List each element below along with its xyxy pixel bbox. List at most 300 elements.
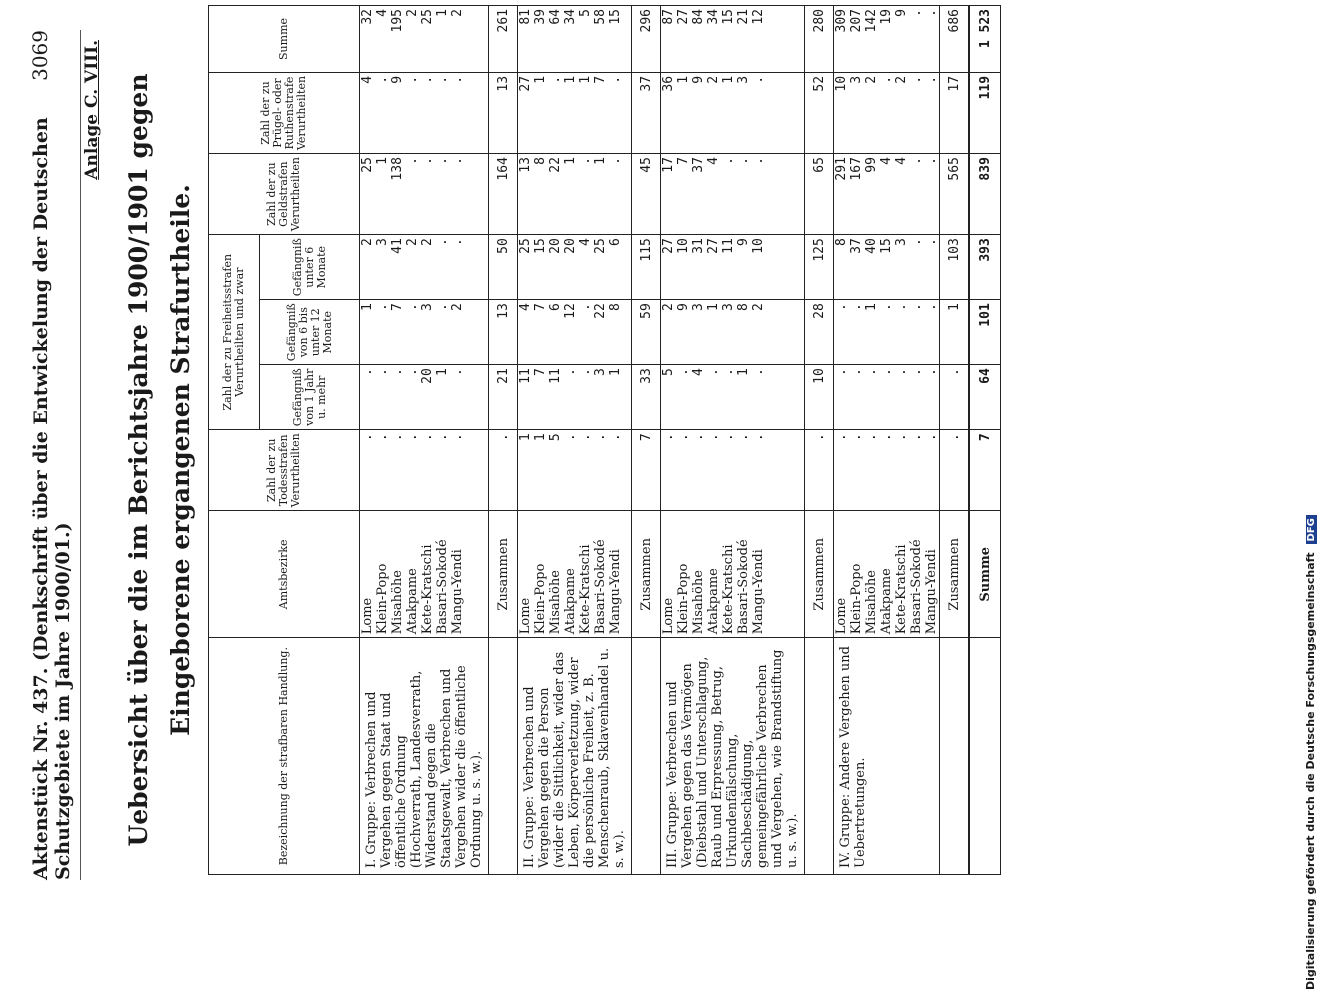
col-death: Zahl der zu Todesstrafen Verurtheilten: [209, 430, 360, 511]
district-name: Kete-Kratschi: [894, 544, 909, 635]
subtotal-fines: 45: [632, 154, 661, 235]
subtotal-sum: 261: [489, 6, 518, 73]
cell-value: 5: [578, 9, 593, 17]
cell-value: 4: [375, 9, 390, 17]
subtotal-p1: 10: [805, 365, 834, 430]
cell-value: 3: [691, 303, 706, 312]
sentences-table: [208, 5, 1001, 875]
cell-value: .: [894, 303, 909, 312]
cell-value: 87: [661, 9, 676, 25]
cell-value: 8: [608, 303, 623, 312]
col-sum-values: [834, 6, 940, 73]
col-flog-values: [661, 72, 805, 153]
district-name: Atakpame: [706, 568, 721, 635]
cell-value: 2: [405, 9, 420, 17]
cell-value: 81: [518, 9, 533, 25]
cell-value: 3: [375, 238, 390, 247]
col-prison-lt6: Gefängniß unter 6 Monate: [260, 235, 360, 300]
district-name: Lome: [661, 597, 676, 635]
cell-value: 7: [593, 75, 608, 84]
district-name: Mangu-Yendi: [751, 549, 766, 635]
cell-value: .: [721, 368, 736, 377]
cell-value: 2: [661, 303, 676, 312]
district-name: Mangu-Yendi: [924, 549, 939, 635]
cell-value: .: [691, 433, 706, 442]
district-name: Lome: [360, 597, 375, 635]
district-list: [834, 511, 940, 638]
cell-value: .: [608, 157, 623, 165]
subtotal-p2: 59: [632, 300, 661, 365]
cell-value: 291: [834, 157, 849, 181]
annex-label: Anlage C. VIII.: [82, 40, 102, 180]
digitization-note: [1304, 10, 1320, 990]
cell-value: .: [435, 75, 450, 84]
col-p3-values: [518, 235, 632, 300]
cell-value: 1: [533, 75, 548, 84]
cell-value: 2: [420, 238, 435, 247]
group-row: [518, 6, 632, 875]
cell-value: 8: [834, 238, 849, 247]
cell-value: .: [450, 238, 465, 247]
cell-value: 41: [390, 238, 405, 254]
cell-value: 12: [751, 9, 766, 25]
group-row: [661, 6, 805, 875]
col-fines-values: [834, 154, 940, 235]
cell-value: 25: [518, 238, 533, 254]
cell-value: .: [578, 368, 593, 377]
cell-value: 167: [849, 157, 864, 181]
cell-value: 1: [435, 9, 450, 17]
cell-value: 39: [533, 9, 548, 25]
cell-value: .: [879, 75, 894, 84]
district-name: Mangu-Yendi: [608, 549, 623, 635]
subtotal-flog: 17: [940, 72, 970, 153]
cell-value: 20: [563, 238, 578, 254]
cell-value: 7: [533, 303, 548, 312]
district-name: Misahöhe: [691, 570, 706, 635]
cell-value: .: [909, 433, 924, 442]
subtotal-flog: 13: [489, 72, 518, 153]
district-name: Klein-Popo: [375, 563, 390, 635]
cell-value: 27: [518, 75, 533, 92]
cell-value: 99: [864, 157, 879, 173]
cell-value: .: [751, 75, 766, 84]
cell-value: .: [849, 368, 864, 377]
col-p3-values: [360, 235, 489, 300]
col-sum-values: [360, 6, 489, 73]
cell-value: 142: [864, 9, 879, 33]
subtotal-fines: 565: [940, 154, 970, 235]
col-flog-values: [360, 72, 489, 153]
col-death-values: [518, 430, 632, 511]
subtotal-p2: 13: [489, 300, 518, 365]
grand-total-row: [969, 6, 1001, 875]
cell-value: .: [360, 433, 375, 442]
cell-value: .: [450, 368, 465, 377]
district-name: Basari-Sokodé: [736, 539, 751, 635]
district-name: Klein-Popo: [849, 563, 864, 635]
cell-value: 4: [360, 75, 375, 84]
cell-value: .: [375, 368, 390, 377]
group-label: II. Gruppe: Verbrechen und Vergehen gegen die Person (wider die Sittlichkeit, wider das Leben, Körperverletzung, wider die persönliche Freiheit, z. B. Menschenraub, Sklavenhandel u. s. w.).: [518, 638, 632, 875]
total-label: Summe: [969, 511, 1001, 638]
cell-value: 20: [420, 368, 435, 384]
group-row: [360, 6, 489, 875]
cell-value: .: [909, 157, 924, 165]
cell-value: 27: [661, 238, 676, 254]
cell-value: .: [894, 433, 909, 442]
cell-value: 34: [563, 9, 578, 25]
cell-value: 15: [721, 9, 736, 25]
cell-value: 36: [661, 75, 676, 92]
col-prison-1y: Gefängniß von 1 Jahr u. mehr: [260, 365, 360, 430]
col-flog-values: [518, 72, 632, 153]
district-name: Lome: [834, 597, 849, 635]
cell-value: 37: [849, 238, 864, 254]
cell-value: 1: [608, 368, 623, 377]
total-p1: 64: [969, 365, 1001, 430]
cell-value: .: [390, 433, 405, 442]
total-p2: 101: [969, 300, 1001, 365]
cell-value: .: [751, 368, 766, 377]
subtotal-p2: 1: [940, 300, 970, 365]
cell-value: 7: [533, 368, 548, 377]
cell-value: 309: [834, 9, 849, 33]
total-fines: 839: [969, 154, 1001, 235]
district-name: Kete-Kratschi: [578, 544, 593, 635]
subtotal-p3: 115: [632, 235, 661, 300]
col-p2-values: [661, 300, 805, 365]
subtotal-p2: 28: [805, 300, 834, 365]
page-number: 3069: [28, 30, 52, 81]
cell-value: .: [563, 368, 578, 377]
total-death: 7: [969, 430, 1001, 511]
cell-value: 3: [736, 75, 751, 84]
cell-value: .: [879, 303, 894, 312]
cell-value: 22: [593, 303, 608, 319]
cell-value: .: [849, 303, 864, 312]
cell-value: .: [879, 368, 894, 377]
cell-value: .: [435, 238, 450, 247]
cell-value: .: [435, 433, 450, 442]
subtotal-label: Zusammen: [489, 511, 518, 638]
cell-value: 1: [533, 433, 548, 442]
cell-value: .: [450, 75, 465, 84]
subtotal-row: [940, 6, 970, 875]
cell-value: 19: [879, 9, 894, 25]
cell-value: .: [706, 368, 721, 377]
cell-value: 11: [721, 238, 736, 254]
subtotal-death: .: [805, 430, 834, 511]
table-title: Uebersicht über die im Berichtsjahre 1900/1901 gegen Eingeborene ergangenen Strafurtheile.: [124, 73, 195, 847]
cell-value: .: [924, 238, 939, 247]
cell-value: .: [706, 433, 721, 442]
total-flog: 119: [969, 72, 1001, 153]
group-label: I. Gruppe: Verbrechen und Vergehen gegen Staat und öffentliche Ordnung (Hochverrath, Landesverrath, Widerstand gegen die Staatsgewalt, Verbrechen und Vergehen wider die öffentliche Ordnung u. s. w.).: [360, 638, 489, 875]
cell-value: .: [420, 75, 435, 84]
district-name: Klein-Popo: [676, 563, 691, 635]
cell-value: .: [375, 303, 390, 312]
cell-value: 58: [593, 9, 608, 25]
cell-value: .: [849, 433, 864, 442]
cell-value: 25: [360, 157, 375, 173]
cell-value: 2: [706, 75, 721, 84]
cell-value: 37: [691, 157, 706, 173]
cell-value: .: [608, 433, 623, 442]
cell-value: 1: [736, 368, 751, 377]
cell-value: 3: [593, 368, 608, 377]
cell-value: .: [578, 303, 593, 312]
col-p1-values: [834, 365, 940, 430]
page-header: [28, 30, 81, 880]
cell-value: 25: [593, 238, 608, 254]
cell-value: 27: [676, 9, 691, 25]
district-name: Misahöhe: [864, 570, 879, 635]
cell-value: 13: [518, 157, 533, 173]
col-freedom-group: Zahl der zu Freiheitsstrafen Verurtheilten und zwar: [209, 235, 260, 430]
subtotal-empty: [805, 638, 834, 875]
district-name: Atakpame: [405, 568, 420, 635]
cell-value: 5: [661, 368, 676, 377]
cell-value: .: [420, 157, 435, 165]
cell-value: 9: [390, 75, 405, 84]
col-fines: Zahl der zu Geldstrafen Verurtheilten: [209, 154, 360, 235]
table-body: [360, 6, 970, 875]
cell-value: .: [909, 368, 924, 377]
cell-value: .: [435, 303, 450, 312]
cell-value: .: [909, 238, 924, 247]
cell-value: 4: [518, 303, 533, 312]
cell-value: .: [736, 157, 751, 165]
col-death-values: [834, 430, 940, 511]
subtotal-fines: 65: [805, 154, 834, 235]
subtotal-p3: 103: [940, 235, 970, 300]
cell-value: 10: [834, 75, 849, 92]
cell-value: .: [375, 433, 390, 442]
cell-value: .: [405, 75, 420, 84]
subtotal-empty: [940, 638, 970, 875]
cell-value: 1: [593, 157, 608, 165]
cell-value: 2: [894, 75, 909, 84]
subtotal-empty: [489, 638, 518, 875]
cell-value: .: [924, 368, 939, 377]
col-designation: Bezeichnung der strafbaren Handlung.: [209, 638, 360, 875]
district-name: Kete-Kratschi: [420, 544, 435, 635]
group-row: [834, 6, 940, 875]
cell-value: 2: [864, 75, 879, 84]
cell-value: 10: [676, 238, 691, 254]
cell-value: .: [909, 75, 924, 84]
cell-value: 1: [563, 75, 578, 84]
subtotal-flog: 37: [632, 72, 661, 153]
cell-value: .: [578, 157, 593, 165]
cell-value: 25: [420, 9, 435, 25]
cell-value: 11: [548, 368, 563, 384]
col-p2-values: [360, 300, 489, 365]
cell-value: 138: [390, 157, 405, 181]
col-p3-values: [834, 235, 940, 300]
district-name: Atakpame: [563, 568, 578, 635]
cell-value: .: [563, 433, 578, 442]
col-flog-values: [834, 72, 940, 153]
cell-value: 15: [608, 9, 623, 25]
subtotal-label: Zusammen: [805, 511, 834, 638]
cell-value: .: [435, 157, 450, 165]
subtotal-death: .: [940, 430, 970, 511]
col-death-values: [360, 430, 489, 511]
cell-value: 3: [894, 238, 909, 247]
col-sum: Summe: [209, 6, 360, 73]
district-name: Klein-Popo: [533, 563, 548, 635]
cell-value: 22: [548, 157, 563, 173]
cell-value: .: [450, 157, 465, 165]
subtotal-empty: [632, 638, 661, 875]
col-prison-6-12: Gefängniß von 6 bis unter 12 Monate: [260, 300, 360, 365]
cell-value: 4: [691, 368, 706, 377]
cell-value: .: [864, 368, 879, 377]
cell-value: .: [909, 9, 924, 17]
cell-value: 2: [360, 238, 375, 247]
cell-value: 1: [360, 303, 375, 312]
cell-value: 34: [706, 9, 721, 25]
cell-value: 2: [450, 303, 465, 312]
cell-value: .: [661, 433, 676, 442]
col-sum-values: [661, 6, 805, 73]
district-name: Basari-Sokodé: [909, 539, 924, 635]
cell-value: 2: [405, 238, 420, 247]
group-label: IV. Gruppe: Andere Vergehen und Uebertretungen.: [834, 638, 940, 875]
cell-value: 4: [879, 157, 894, 165]
district-list: [518, 511, 632, 638]
col-fines-values: [518, 154, 632, 235]
district-list: [360, 511, 489, 638]
cell-value: 64: [548, 9, 563, 25]
cell-value: 15: [533, 238, 548, 254]
col-flogging: Zahl der zu Prügel- oder Ruthenstrafe Verurtheilten: [209, 72, 360, 153]
subtotal-p1: 21: [489, 365, 518, 430]
subtotal-fines: 164: [489, 154, 518, 235]
subtotal-row: [632, 6, 661, 875]
cell-value: .: [450, 433, 465, 442]
cell-value: .: [405, 368, 420, 377]
cell-value: 3: [721, 303, 736, 312]
cell-value: .: [405, 157, 420, 165]
cell-value: .: [420, 433, 435, 442]
district-name: Mangu-Yendi: [450, 549, 465, 635]
cell-value: 1: [864, 303, 879, 312]
cell-value: .: [751, 433, 766, 442]
cell-value: .: [834, 368, 849, 377]
subtotal-flog: 52: [805, 72, 834, 153]
cell-value: 195: [390, 9, 405, 33]
cell-value: 27: [706, 238, 721, 254]
subtotal-sum: 686: [940, 6, 970, 73]
col-p2-values: [518, 300, 632, 365]
col-fines-values: [360, 154, 489, 235]
col-p1-values: [360, 365, 489, 430]
cell-value: 12: [563, 303, 578, 319]
cell-value: 8: [533, 157, 548, 165]
cell-value: .: [405, 433, 420, 442]
col-death-values: [661, 430, 805, 511]
col-p3-values: [661, 235, 805, 300]
cell-value: 84: [691, 9, 706, 25]
cell-value: .: [924, 433, 939, 442]
district-list: [661, 511, 805, 638]
cell-value: 1: [721, 75, 736, 84]
cell-value: .: [879, 433, 894, 442]
group-label: III. Gruppe: Verbrechen und Vergehen gegen das Vermögen (Diebstahl und Unterschlagung, Raub und Erpressung, Betrug, Urkundenfälschung, Sachbeschädigung, gemeingefährliche Verbrechen und Vergehen, wie Brandstiftung u. s. w.).: [661, 638, 805, 875]
cell-value: 7: [390, 303, 405, 312]
cell-value: 4: [578, 238, 593, 247]
subtotal-p3: 50: [489, 235, 518, 300]
cell-value: .: [736, 433, 751, 442]
cell-value: 3: [849, 75, 864, 84]
cell-value: .: [375, 75, 390, 84]
cell-value: .: [924, 9, 939, 17]
district-name: Kete-Kratschi: [721, 544, 736, 635]
cell-value: .: [894, 368, 909, 377]
cell-value: .: [405, 303, 420, 312]
cell-value: .: [593, 433, 608, 442]
cell-value: .: [608, 75, 623, 84]
cell-value: 32: [360, 9, 375, 25]
district-name: Lome: [518, 597, 533, 635]
cell-value: 7: [676, 157, 691, 165]
cell-value: .: [834, 433, 849, 442]
cell-value: 6: [548, 303, 563, 312]
subtotal-death: .: [489, 430, 518, 511]
cell-value: 1: [578, 75, 593, 84]
cell-value: .: [924, 157, 939, 165]
cell-value: .: [924, 75, 939, 84]
cell-value: 6: [608, 238, 623, 247]
subtotal-sum: 296: [632, 6, 661, 73]
cell-value: 11: [518, 368, 533, 384]
cell-value: 1: [563, 157, 578, 165]
total-empty: [969, 638, 1001, 875]
col-fines-values: [661, 154, 805, 235]
cell-value: 9: [691, 75, 706, 84]
dfg-logo: DFG: [1306, 515, 1317, 544]
cell-value: .: [390, 368, 405, 377]
col-p1-values: [518, 365, 632, 430]
cell-value: .: [721, 157, 736, 165]
cell-value: 2: [751, 303, 766, 312]
cell-value: 17: [661, 157, 676, 173]
col-districts: Amtsbezirke: [209, 511, 360, 638]
total-sum: 1 523: [969, 6, 1001, 73]
digitization-text: Digitalisierung gefördert durch die Deutsche Forschungsgemeinschaft: [1304, 552, 1317, 990]
cell-value: .: [360, 368, 375, 377]
cell-value: 4: [894, 157, 909, 165]
cell-value: .: [924, 303, 939, 312]
cell-value: 20: [548, 238, 563, 254]
cell-value: .: [909, 303, 924, 312]
cell-value: .: [864, 433, 879, 442]
cell-value: 207: [849, 9, 864, 33]
cell-value: 8: [736, 303, 751, 312]
cell-value: .: [751, 157, 766, 165]
cell-value: .: [721, 433, 736, 442]
cell-value: 9: [676, 303, 691, 312]
cell-value: 1: [375, 157, 390, 165]
subtotal-p1: .: [940, 365, 970, 430]
cell-value: 1: [518, 433, 533, 442]
total-p3: 393: [969, 235, 1001, 300]
district-name: Misahöhe: [548, 570, 563, 635]
col-sum-values: [518, 6, 632, 73]
